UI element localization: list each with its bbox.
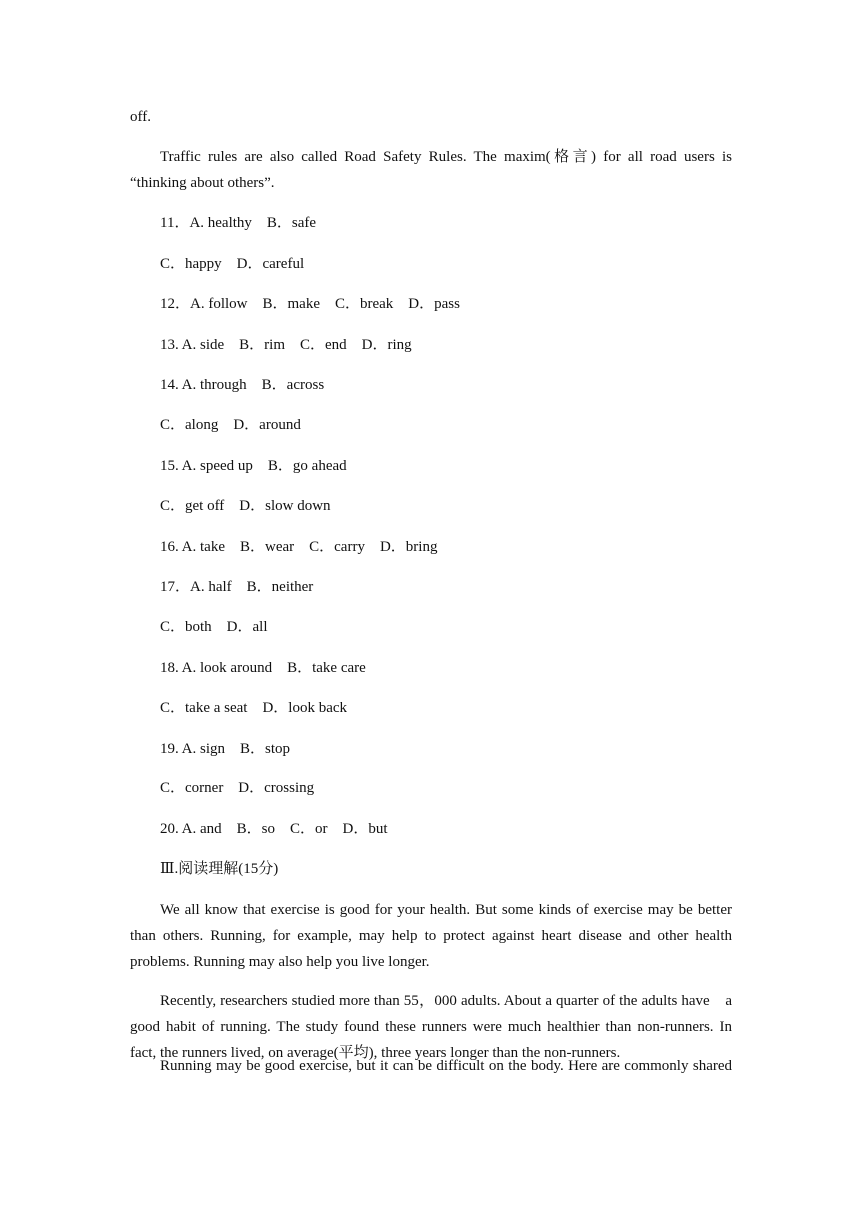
reading-paragraph-1	[130, 900, 732, 978]
text-line-off: off.	[130, 109, 151, 125]
paragraph-line: fact, the runners lived, on average(平均), three years longer than the non-runners.	[130, 1045, 621, 1061]
question-20: 20. A. and B．so C．or D．but	[160, 821, 388, 837]
question-19-line-2: C．corner D．crossing	[160, 780, 315, 796]
question-14-line-1: 14. A. through B．across	[160, 377, 325, 393]
paragraph-line: We all know that exercise is good for your health. But some kinds of exercise may be better	[160, 902, 732, 918]
paragraph-line: Traffic rules are also called Road Safety Rules. The maxim(格言) for all road users is	[160, 149, 732, 165]
question-11-line-1: 11．A. healthy B．safe	[160, 215, 317, 231]
question-16: 16. A. take B．wear C．carry D．bring	[160, 539, 438, 555]
question-17-line-2: C．both D．all	[160, 619, 268, 635]
question-18-line-2: C．take a seat D．look back	[160, 700, 348, 716]
question-12: 12．A. follow B．make C．break D．pass	[160, 296, 460, 312]
paragraph-line: than others. Running, for example, may help to protect against heart disease and other health	[130, 928, 732, 944]
question-19-line-1: 19. A. sign B．stop	[160, 741, 291, 757]
paragraph-line: good habit of running. The study found these runners were much healthier than non-runners. In	[130, 1019, 732, 1035]
paragraph-line: problems. Running may also help you live longer.	[130, 954, 430, 970]
paragraph-traffic-rules	[130, 147, 732, 199]
question-14-line-2: C．along D．around	[160, 417, 301, 433]
question-18-line-1: 18. A. look around B．take care	[160, 660, 366, 676]
question-15-line-1: 15. A. speed up B．go ahead	[160, 458, 347, 474]
section-heading-reading: Ⅲ.阅读理解(15分)	[160, 861, 279, 877]
paragraph-line: “thinking about others”.	[130, 175, 275, 191]
reading-paragraph-3	[130, 1056, 732, 1082]
question-11-line-2: C．happy D．careful	[160, 256, 305, 272]
question-13: 13. A. side B．rim C．end D．ring	[160, 337, 412, 353]
paragraph-line: Running may be good exercise, but it can be difficult on the body. Here are commonly shared	[160, 1058, 732, 1074]
paragraph-line: Recently, researchers studied more than 55，000 adults. About a quarter of the adults have a	[160, 993, 732, 1009]
question-15-line-2: C．get off D．slow down	[160, 498, 331, 514]
question-17-line-1: 17．A. half B．neither	[160, 579, 314, 595]
